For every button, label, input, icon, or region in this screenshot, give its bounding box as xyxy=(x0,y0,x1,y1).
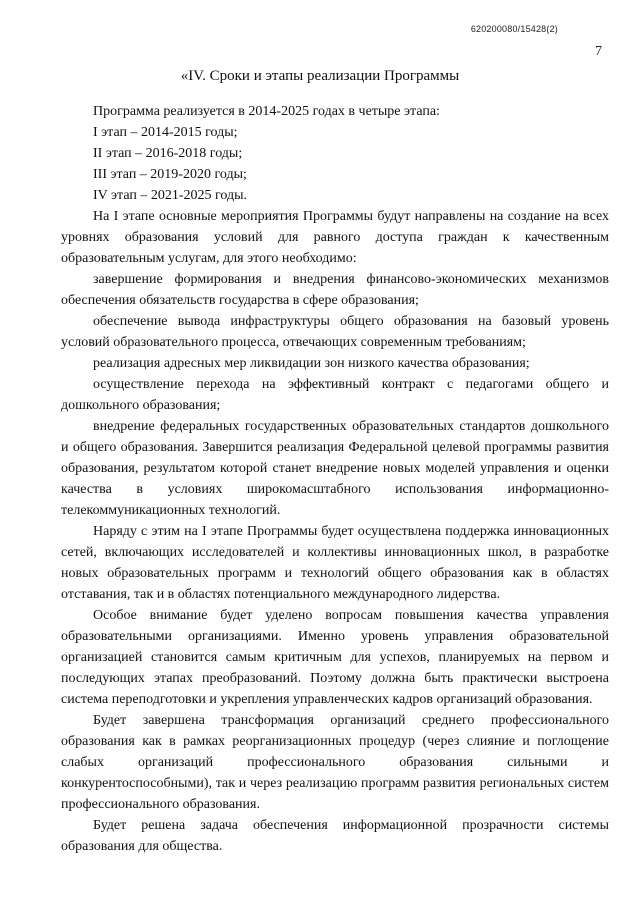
paragraph: внедрение федеральных государственных образовательных стандартов дошкольного и общего образования. Завершится реализация Федеральной целевой программы развития образования, результатом которой станет внедрение новых моделей управления и оценки качества в условиях широкомасштабного использования информационно-телекоммуникационных технологий. xyxy=(61,419,609,518)
paragraph: На I этапе основные мероприятия Программы будут направлены на создание на всех уровнях образования условий для равного доступа граждан к качественным образовательным услугам, для этого необходимо: xyxy=(61,209,609,266)
page-number: 7 xyxy=(595,44,602,59)
paragraph: Будет завершена трансформация организаций среднего профессионального образования как в рамках реорганизационных процедур (через слияние и поглощение слабых организаций профессионального образования сильными и конкурентоспособными), так и через реализацию программ развития региональных систем профессионального образования. xyxy=(61,713,609,812)
paragraph: обеспечение вывода инфраструктуры общего образования на базовый уровень условий образовательного процесса, отвечающих современным требованиям; xyxy=(61,314,609,350)
paragraph: осуществление перехода на эффективный контракт с педагогами общего и дошкольного образования; xyxy=(61,377,609,413)
paragraph: Наряду с этим на I этапе Программы будет осуществлена поддержка инновационных сетей, включающих исследователей и коллективы инновационных школ, в разработке новых образовательных программ и технологий общего образования как в областях отставания, так и в областях потенциального международного лидерства. xyxy=(61,524,609,602)
paragraph: реализация адресных мер ликвидации зон низкого качества образования; xyxy=(93,356,530,371)
stage-item: I этап – 2014-2015 годы; xyxy=(93,125,238,140)
intro-line: Программа реализуется в 2014-2025 годах в четыре этапа: xyxy=(93,104,440,119)
stage-item: II этап – 2016-2018 годы; xyxy=(93,146,243,161)
paragraph: Будет решена задача обеспечения информационной прозрачности системы образования для общества. xyxy=(61,818,609,854)
paragraph: завершение формирования и внедрения финансово-экономических механизмов обеспечения обязательств государства в сфере образования; xyxy=(61,272,609,308)
stage-item: III этап – 2019-2020 годы; xyxy=(93,167,247,182)
document-id: 620200080/15428(2) xyxy=(470,24,558,34)
section-title: «IV. Сроки и этапы реализации Программы xyxy=(180,68,460,84)
document-body xyxy=(61,101,609,857)
stage-item: IV этап – 2021-2025 годы. xyxy=(93,188,248,203)
paragraph: Особое внимание будет уделено вопросам повышения качества управления образовательными организациями. Именно уровень управления образовательной организацией становится самым критичным для успехов, планируемых на первом и последующих этапах преобразований. Поэтому должна быть практически выстроена система переподготовки и укрепления управленческих кадров организаций образования. xyxy=(61,608,609,707)
